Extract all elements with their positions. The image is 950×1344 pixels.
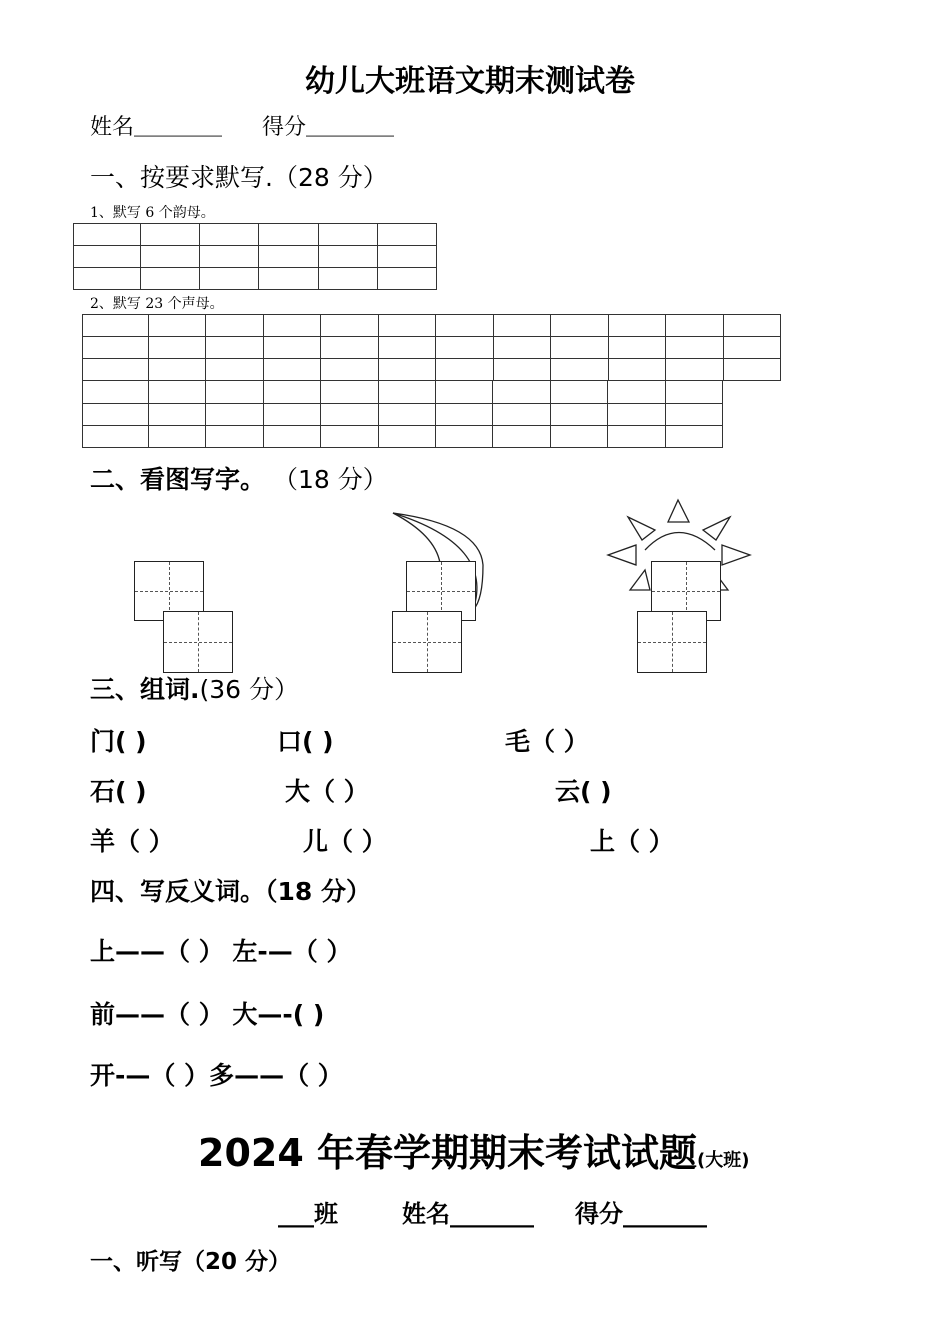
name-field[interactable]: 姓名＿＿＿＿ [90, 115, 223, 140]
question2-label: 2、默写 23 个声母。 [90, 296, 224, 312]
class-field[interactable]: ___班 [278, 1200, 338, 1228]
question1-label: 1、默写 6 个韵母。 [90, 205, 215, 221]
exam2-score-field[interactable]: 得分_______ [575, 1200, 707, 1228]
consonant-grid-top[interactable] [82, 314, 781, 381]
word-item[interactable]: 口( ) [277, 727, 334, 756]
exam2-section-heading: 一、听写（20 分） [90, 1249, 292, 1275]
word-item[interactable]: 石( ) [90, 777, 147, 806]
exam2-name-field[interactable]: 姓名_______ [402, 1200, 534, 1228]
section1-heading: 一、按要求默写.（28 分） [90, 163, 388, 192]
section3-heading: 三、组词. [90, 675, 200, 704]
section3-points: (36 分） [199, 675, 300, 704]
word-item[interactable]: 儿（ ） [303, 827, 387, 856]
writing-box[interactable] [637, 611, 707, 673]
exam2-title-suffix: (大班) [697, 1150, 750, 1171]
section4-heading: 四、写反义词。（18 分） [90, 877, 371, 906]
antonym-row[interactable]: 前——（ ） 大—-( ) [90, 1000, 325, 1029]
vowel-grid[interactable] [73, 223, 437, 290]
word-item[interactable]: 门( ) [90, 727, 147, 756]
section2-points: （18 分） [272, 465, 388, 494]
exam2-title: 2024 年春学期期末考试试题 [198, 1131, 697, 1175]
page-title: 幼儿大班语文期末测试卷 [305, 64, 635, 99]
word-item[interactable]: 上（ ） [590, 827, 674, 856]
antonym-row[interactable]: 开-—（ ）多——（ ） [90, 1061, 343, 1090]
section2-heading: 二、看图写字。 [90, 465, 266, 494]
antonym-row[interactable]: 上——（ ） 左-—（ ） [90, 937, 352, 966]
word-item[interactable]: 大（ ） [285, 777, 369, 806]
consonant-grid-bottom[interactable] [82, 380, 723, 448]
writing-box[interactable] [392, 611, 462, 673]
score-field[interactable]: 得分＿＿＿＿ [262, 115, 395, 140]
word-item[interactable]: 云( ) [555, 777, 612, 806]
word-item[interactable]: 毛（ ） [505, 727, 589, 756]
writing-box[interactable] [163, 611, 233, 673]
word-item[interactable]: 羊（ ） [90, 827, 174, 856]
